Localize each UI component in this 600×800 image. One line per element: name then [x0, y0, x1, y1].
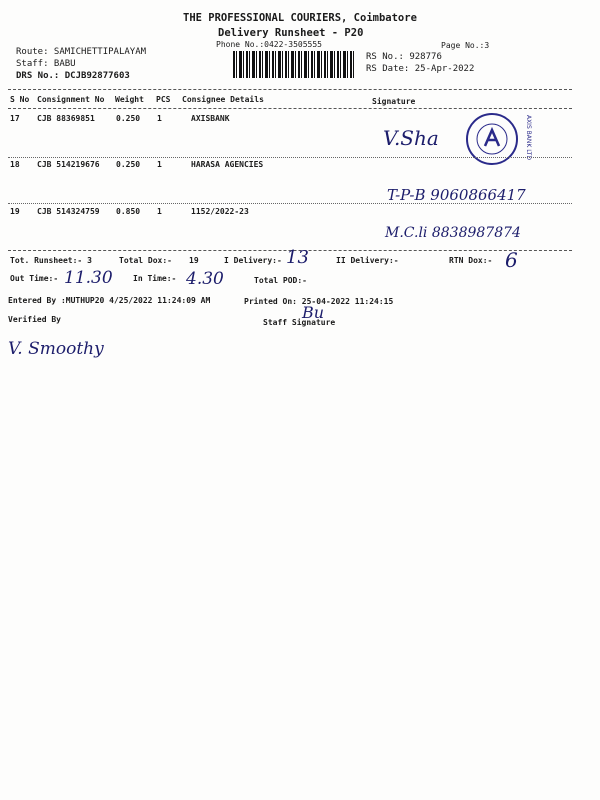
col-weight: Weight: [115, 95, 144, 104]
i-delivery-value: 13: [286, 247, 309, 268]
verified-by-label: Verified By: [8, 315, 61, 324]
row17-consignee: AXISBANK: [191, 114, 230, 123]
col-signature: Signature: [372, 97, 416, 106]
divider-top: [8, 89, 572, 90]
runsheet-subtitle: Delivery Runsheet - P20: [218, 27, 364, 39]
col-consignee: Consignee Details: [182, 95, 264, 104]
i-delivery-label: I Delivery:-: [224, 256, 282, 265]
staff-handwritten-signature: Bu: [302, 303, 325, 322]
col-consignment: Consignment No: [37, 95, 105, 104]
barcode-image: [233, 51, 354, 78]
row19-consignment: CJB 514324759: [37, 207, 100, 216]
row18-handwritten-note: T-P-B 9060866417: [387, 186, 526, 204]
rs-date: RS Date: 25-Apr-2022: [366, 64, 475, 74]
company-title: THE PROFESSIONAL COURIERS, Coimbatore: [183, 12, 417, 24]
row19-consignee: 1152/2022-23: [191, 207, 249, 216]
route-label: Route: SAMICHETTIPALAYAM: [16, 47, 147, 57]
out-time-value: 11.30: [64, 268, 113, 288]
out-time-label: Out Time:-: [10, 274, 59, 283]
printed-on: Printed On: 25-04-2022 11:24:15: [244, 297, 394, 306]
row19-handwritten-note: M.C.li 8838987874: [385, 225, 521, 241]
in-time-value: 4.30: [186, 269, 224, 289]
col-pcs: PCS: [156, 95, 171, 104]
row19-sno: 19: [10, 207, 20, 216]
stamp-seal-icon: [468, 115, 516, 163]
row18-consignee: HARASA AGENCIES: [191, 160, 264, 169]
verified-handwritten-signature: V. Smoothy: [8, 339, 104, 359]
staff-signature-label: Staff Signature: [263, 318, 336, 327]
total-dox-value: 19: [189, 256, 199, 265]
total-dox-label: Total Dox:-: [119, 256, 172, 265]
divider-row18: [8, 203, 572, 204]
divider-header: [8, 108, 572, 109]
divider-row17: [8, 157, 572, 158]
row19-weight: 0.850: [116, 207, 141, 216]
row18-consignment: CJB 514219676: [37, 160, 100, 169]
ii-delivery-label: II Delivery:-: [336, 256, 399, 265]
row18-weight: 0.250: [116, 160, 141, 169]
row17-signature: V.Sha: [383, 126, 439, 150]
rs-number: RS No.: 928776: [366, 52, 442, 62]
rtn-dox-value: 6: [505, 248, 518, 272]
row18-pcs: 1: [157, 160, 162, 169]
row17-pcs: 1: [157, 114, 162, 123]
row17-sno: 17: [10, 114, 20, 123]
entered-by: Entered By :MUTHUP20 4/25/2022 11:24:09 AM: [8, 296, 211, 305]
drs-number: DRS No.: DCJB92877603: [16, 71, 130, 81]
staff-label: Staff: BABU: [16, 59, 76, 69]
row17-consignment: CJB 88369851: [37, 114, 95, 123]
page-number: Page No.:3: [441, 41, 490, 50]
row17-weight: 0.250: [116, 114, 141, 123]
in-time-label: In Time:-: [133, 274, 177, 283]
col-sno: S No: [10, 95, 30, 104]
phone-number: Phone No.:0422-3505555: [216, 40, 322, 49]
tot-runsheet: Tot. Runsheet:- 3: [10, 256, 92, 265]
row19-pcs: 1: [157, 207, 162, 216]
stamp-text: AXIS BANK LTD: [525, 114, 533, 161]
total-pod-label: Total POD:-: [254, 276, 307, 285]
row18-sno: 18: [10, 160, 20, 169]
rtn-dox-label: RTN Dox:-: [449, 256, 493, 265]
